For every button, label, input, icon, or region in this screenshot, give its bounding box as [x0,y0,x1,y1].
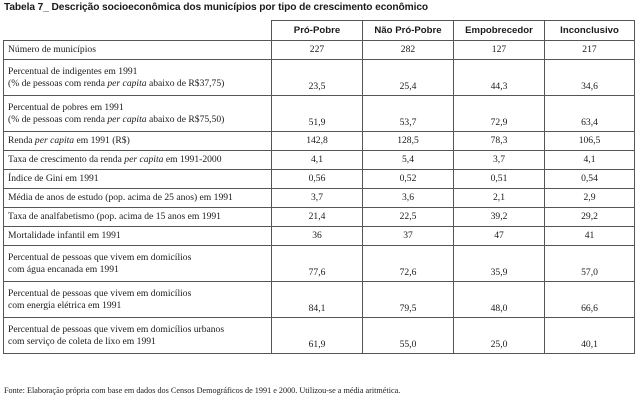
table-row [4,151,635,170]
value-cell: 3,7 [272,189,363,208]
row-label [4,189,272,208]
table-row [4,189,635,208]
row-label-line [8,102,271,114]
value-cell: 35,9 [454,246,545,282]
value-cell: 37 [363,227,454,246]
table-row [4,282,635,318]
label-text: Percentual de pessoas que vivem em domicílios [8,252,192,263]
header-blank-cell [4,21,272,41]
socioeconomic-table [3,20,635,354]
value-cell: 84,1 [272,282,363,318]
value-cell: 217 [545,41,635,60]
value-cell: 23,5 [272,60,363,96]
row-label-line [8,264,271,276]
column-header-empobrecedor: Empobrecedor [454,21,545,41]
row-label-line [8,173,271,185]
value-cell: 55,0 [363,318,454,354]
label-text: Percentual de pessoas que vivem em domicílios [8,288,192,299]
column-header-nao-pro-pobre: Não Pró-Pobre [363,21,454,41]
value-cell: 282 [363,41,454,60]
label-text: com água encanada em 1991 [8,263,119,275]
value-cell: 22,5 [363,208,454,227]
table-row [4,208,635,227]
value-cell: 0,54 [545,170,635,189]
value-cell: 0,51 [454,170,545,189]
value-cell: 39,2 [454,208,545,227]
value-cell: 78,3 [454,132,545,151]
value-cell: 3,6 [363,189,454,208]
table-row [4,170,635,189]
value-cell: 0,56 [272,170,363,189]
italic-term: per capita [34,135,75,147]
row-label-line [8,135,271,147]
value-cell: 72,9 [454,96,545,132]
row-label-line [8,230,271,242]
value-cell: 25,4 [363,60,454,96]
italic-term: per capita [107,77,147,89]
value-cell: 4,1 [272,151,363,170]
value-cell: 128,5 [363,132,454,151]
value-cell: 53,7 [363,96,454,132]
source-note: Fonte: Elaboração própria com base em dados dos Censos Demográficos de 1991 e 2000. Utilizou-se a média aritmética. [4,386,401,395]
table-row [4,60,635,96]
label-text: com serviço de coleta de lixo em 1991 [8,335,156,347]
value-cell: 2,9 [545,189,635,208]
value-cell: 29,2 [545,208,635,227]
value-cell: 0,52 [363,170,454,189]
value-cell: 63,4 [545,96,635,132]
table-row [4,246,635,282]
row-label-line [8,114,271,126]
row-label-line [8,154,271,166]
row-label-line [8,211,271,223]
italic-term: per capita [107,113,147,125]
row-label [4,96,272,132]
label-text: com energia elétrica em 1991 [8,299,122,311]
column-header-pro-pobre: Pró-Pobre [272,21,363,41]
label-text: Taxa de crescimento da renda [8,154,125,166]
row-label-line [8,336,271,348]
table-title: Tabela 7_ Descrição socioeconômica dos municípios por tipo de crescimento econômico [4,2,429,13]
label-text: Percentual de indigentes em 1991 [8,66,138,77]
value-cell: 47 [454,227,545,246]
row-label-line [8,66,271,78]
label-text: abaixo de R$75,50) [146,113,225,125]
row-label [4,208,272,227]
label-text: Renda [8,135,35,147]
table-row [4,41,635,60]
value-cell: 2,1 [454,189,545,208]
label-text: (% de pessoas com renda [8,113,108,125]
value-cell: 41 [545,227,635,246]
column-header-inconclusivo: Inconclusivo [545,21,635,41]
row-label [4,41,272,60]
label-text: Índice de Gini em 1991 [8,173,99,185]
value-cell: 79,5 [363,282,454,318]
table-row [4,96,635,132]
value-cell: 4,1 [545,151,635,170]
label-text: em 1991 (R$) [74,135,130,147]
label-text: em 1991-2000 [163,154,222,166]
label-text: Taxa de analfabetismo (pop. acima de 15 anos em 1991 [8,211,221,223]
table-row [4,227,635,246]
value-cell: 40,1 [545,318,635,354]
row-label-line [8,324,271,336]
value-cell: 36 [272,227,363,246]
row-label [4,282,272,318]
value-cell: 142,8 [272,132,363,151]
value-cell: 127 [454,41,545,60]
value-cell: 3,7 [454,151,545,170]
value-cell: 77,6 [272,246,363,282]
value-cell: 5,4 [363,151,454,170]
row-label-line [8,252,271,264]
value-cell: 106,5 [545,132,635,151]
row-label-line [8,192,271,204]
table-body [4,41,635,354]
value-cell: 61,9 [272,318,363,354]
value-cell: 66,6 [545,282,635,318]
value-cell: 21,4 [272,208,363,227]
row-label-line [8,300,271,312]
value-cell: 51,9 [272,96,363,132]
row-label-line [8,44,271,56]
table-row [4,318,635,354]
label-text: (% de pessoas com renda [8,77,108,89]
row-label [4,246,272,282]
label-text: Mortalidade infantil em 1991 [8,230,121,242]
value-cell: 48,0 [454,282,545,318]
label-text: Percentual de pessoas que vivem em domicílios urbanos [8,324,225,335]
value-cell: 227 [272,41,363,60]
row-label [4,170,272,189]
value-cell: 57,0 [545,246,635,282]
row-label [4,151,272,170]
label-text: Percentual de pobres em 1991 [8,102,124,113]
table-header-row [4,21,635,41]
row-label [4,227,272,246]
table-row [4,132,635,151]
value-cell: 25,0 [454,318,545,354]
label-text: Média de anos de estudo (pop. acima de 25 anos) em 1991 [8,192,233,204]
label-text: abaixo de R$37,75) [146,77,225,89]
italic-term: per capita [124,154,164,166]
value-cell: 34,6 [545,60,635,96]
value-cell: 44,3 [454,60,545,96]
label-text: Número de municípios [8,44,96,56]
value-cell: 72,6 [363,246,454,282]
row-label [4,132,272,151]
row-label-line [8,78,271,90]
row-label-line [8,288,271,300]
row-label [4,60,272,96]
row-label [4,318,272,354]
